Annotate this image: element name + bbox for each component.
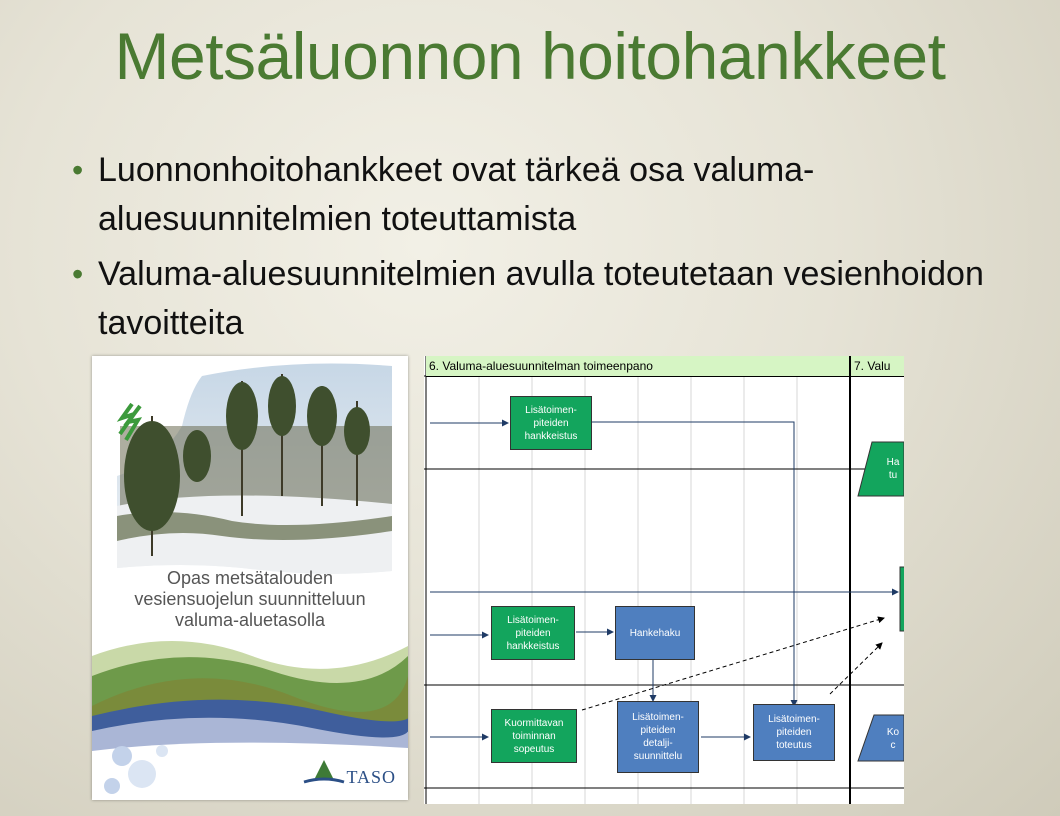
cover-title-line-1: Opas metsätalouden bbox=[166, 568, 334, 588]
process-box-detaljisuunnittelu: Lisätoimen- piteiden detalji- suunnittelu bbox=[617, 701, 699, 773]
booklet-cover-image bbox=[92, 356, 408, 800]
bullet-item-2 bbox=[72, 250, 1012, 348]
process-diagram-image bbox=[424, 356, 904, 804]
process-box-hankehaku: Hankehaku bbox=[615, 606, 695, 660]
process-box-hankkeistus-1: Lisätoimen- piteiden hankkeistus bbox=[510, 396, 592, 450]
phase-7-header: 7. Valu bbox=[851, 356, 904, 377]
process-box-sopeutus: Kuormittavan toiminnan sopeutus bbox=[491, 709, 577, 763]
process-shape-cutoff-1: Ha tu bbox=[886, 457, 900, 481]
cover-title-line-3: valuma-aluetasolla bbox=[174, 610, 326, 630]
process-box-toteutus: Lisätoimen- piteiden toteutus bbox=[753, 704, 835, 761]
bullet-dot-icon: • bbox=[72, 256, 84, 292]
taso-logo: TASO bbox=[346, 767, 396, 787]
bullet-text-1: Luonnonhoitohankkeet ovat tärkeä osa valuma-aluesuunnitelmien toteuttamista bbox=[98, 151, 815, 238]
bullet-item-1 bbox=[72, 146, 1012, 244]
phase-6-header: 6. Valuma-aluesuunnitelman toimeenpano bbox=[426, 356, 849, 377]
cover-title-line-2: vesiensuojelun suunnitteluun bbox=[134, 589, 366, 609]
slide-title: Metsäluonnon hoitohankkeet bbox=[114, 19, 946, 93]
bullet-list bbox=[72, 146, 1012, 354]
bullet-text-2: Valuma-aluesuunnitelmien avulla toteutetaan vesienhoidon tavoitteita bbox=[98, 255, 984, 342]
process-shape-cutoff-2: Ko c bbox=[886, 727, 900, 751]
process-box-hankkeistus-2: Lisätoimen- piteiden hankkeistus bbox=[491, 606, 575, 660]
bullet-dot-icon: • bbox=[72, 152, 84, 188]
